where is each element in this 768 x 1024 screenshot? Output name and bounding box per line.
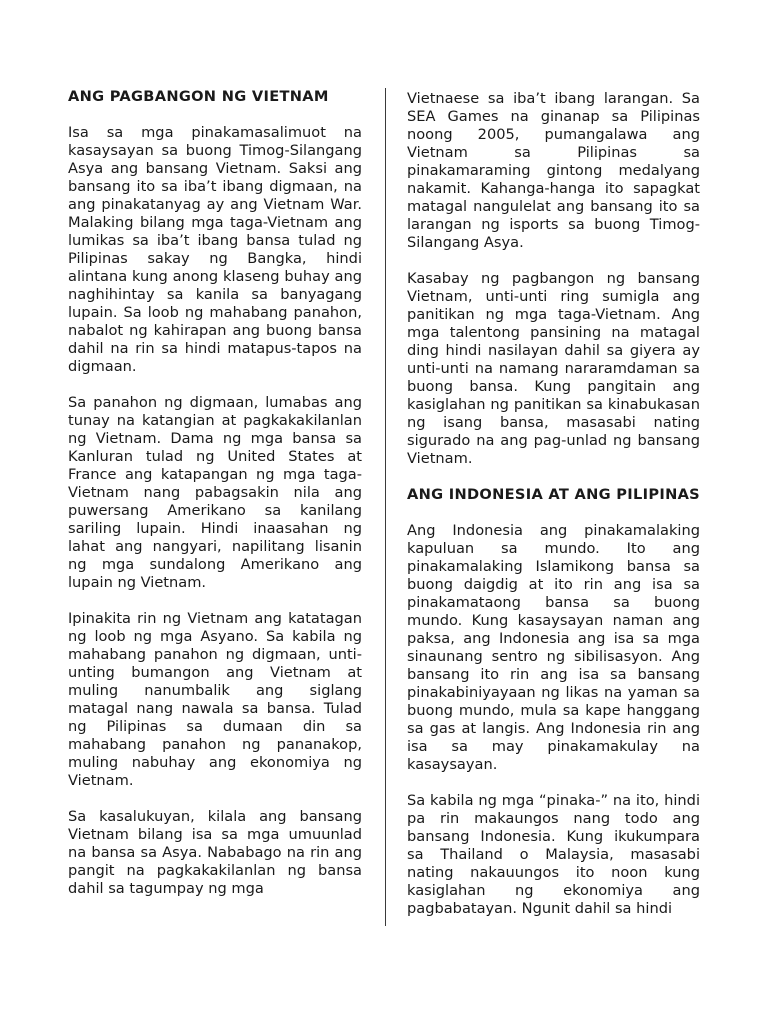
left-column bbox=[68, 88, 362, 898]
right-column bbox=[407, 90, 700, 918]
paragraph: Ang Indonesia ang pinakamalaking kapuluan sa mundo. Ito ang pinakamalaking Islamikong bansa sa buong daigdig at ito rin ang isa sa pinakamataong bansa sa buong mundo. Kung kasaysayan naman ang paksa, ang Indonesia ang isa sa mga sinaunang sentro ng sibilisasyon. Ang bansang ito rin ang isa sa bansang pinakabiniyayaan ng likas na yaman sa buong mundo, mula sa kape hanggang sa gas at langis. Ang Indonesia rin ang isa sa may pinakamakulay na kasaysayan. bbox=[407, 522, 700, 773]
paragraph: Ipinakita rin ng Vietnam ang katatagan ng loob ng mga Asyano. Sa kabila ng mahabang panahon ng digmaan, unti-unting bumangon ang Vietnam at muling nanumbalik ang siglang matagal nang nawala sa bansa. Tulad ng Pilipinas sa dumaan din sa mahabang panahon ng pananakop, muling nabuhay ang ekonomiya ng Vietnam. bbox=[68, 610, 362, 789]
column-divider bbox=[385, 88, 386, 926]
paragraph: Sa kabila ng mga “pinaka-” na ito, hindi pa rin makaungos nang todo ang bansang Indonesia. Kung ikukumpara sa Thailand o Malaysia, masasabi nating nakauungos ito noon kung kasiglahan ng ekonomiya ang pagbabatayan. Ngunit dahil sa hindi bbox=[407, 792, 700, 917]
section-heading-indonesia: ANG INDONESIA AT ANG PILIPINAS bbox=[407, 486, 700, 503]
paragraph: Vietnaese sa iba’t ibang larangan. Sa SEA Games na ginanap sa Pilipinas noong 2005, pumangalawa ang Vietnam sa Pilipinas sa pinakamaraming gintong medalyang nakamit. Kahanga-hanga ito sapagkat matagal nangulelat ang bansang ito sa larangan ng isports sa buong Timog-Silangang Asya. bbox=[407, 90, 700, 251]
paragraph: Kasabay ng pagbangon ng bansang Vietnam, unti-unti ring sumigla ang panitikan ng mga taga-Vietnam. Ang mga talentong pansining na matagal ding hindi nasilayan dahil sa giyera ay unti-unti na namang nararamdaman sa buong bansa. Kung pangitain ang kasiglahan ng panitikan sa kinabukasan ng isang bansa, masasabi nating sigurado na ang pag-unlad ng bansang Vietnam. bbox=[407, 270, 700, 467]
section-heading-vietnam: ANG PAGBANGON NG VIETNAM bbox=[68, 88, 329, 105]
paragraph: Sa kasalukuyan, kilala ang bansang Vietnam bilang isa sa mga umuunlad na bansa sa Asya. Nababago na rin ang pangit na pagkakakilanlan ng bansa dahil sa tagumpay ng mga bbox=[68, 808, 362, 897]
paragraph: Isa sa mga pinakamasalimuot na kasaysayan sa buong Timog-Silangang Asya ang bansang Vietnam. Saksi ang bansang ito sa iba’t ibang digmaan, na ang pinakatanyag ay ang Vietnam War. Malaking bilang mga taga-Vietnam ang lumikas sa iba’t ibang bansa tulad ng Pilipinas sakay ng Bangka, hindi alintana kung anong klaseng buhay ang naghihintay sa kanila sa banyagang lupain. Sa loob ng mahabang panahon, nabalot ng kahirapan ang buong bansa dahil na rin sa hindi matapus-tapos na digmaan. bbox=[68, 124, 362, 375]
paragraph: Sa panahon ng digmaan, lumabas ang tunay na katangian at pagkakakilanlan ng Vietnam. Dama ng mga bansa sa Kanluran tulad ng United States at France ang katapangan ng mga taga-Vietnam nang pabagsakin nila ang puwersang Amerikano sa kanilang sariling lupain. Hindi inaasahan ng lahat ang nangyari, napilitang lisanin ng mga sundalong Amerikano ang lupain ng Vietnam. bbox=[68, 394, 362, 591]
